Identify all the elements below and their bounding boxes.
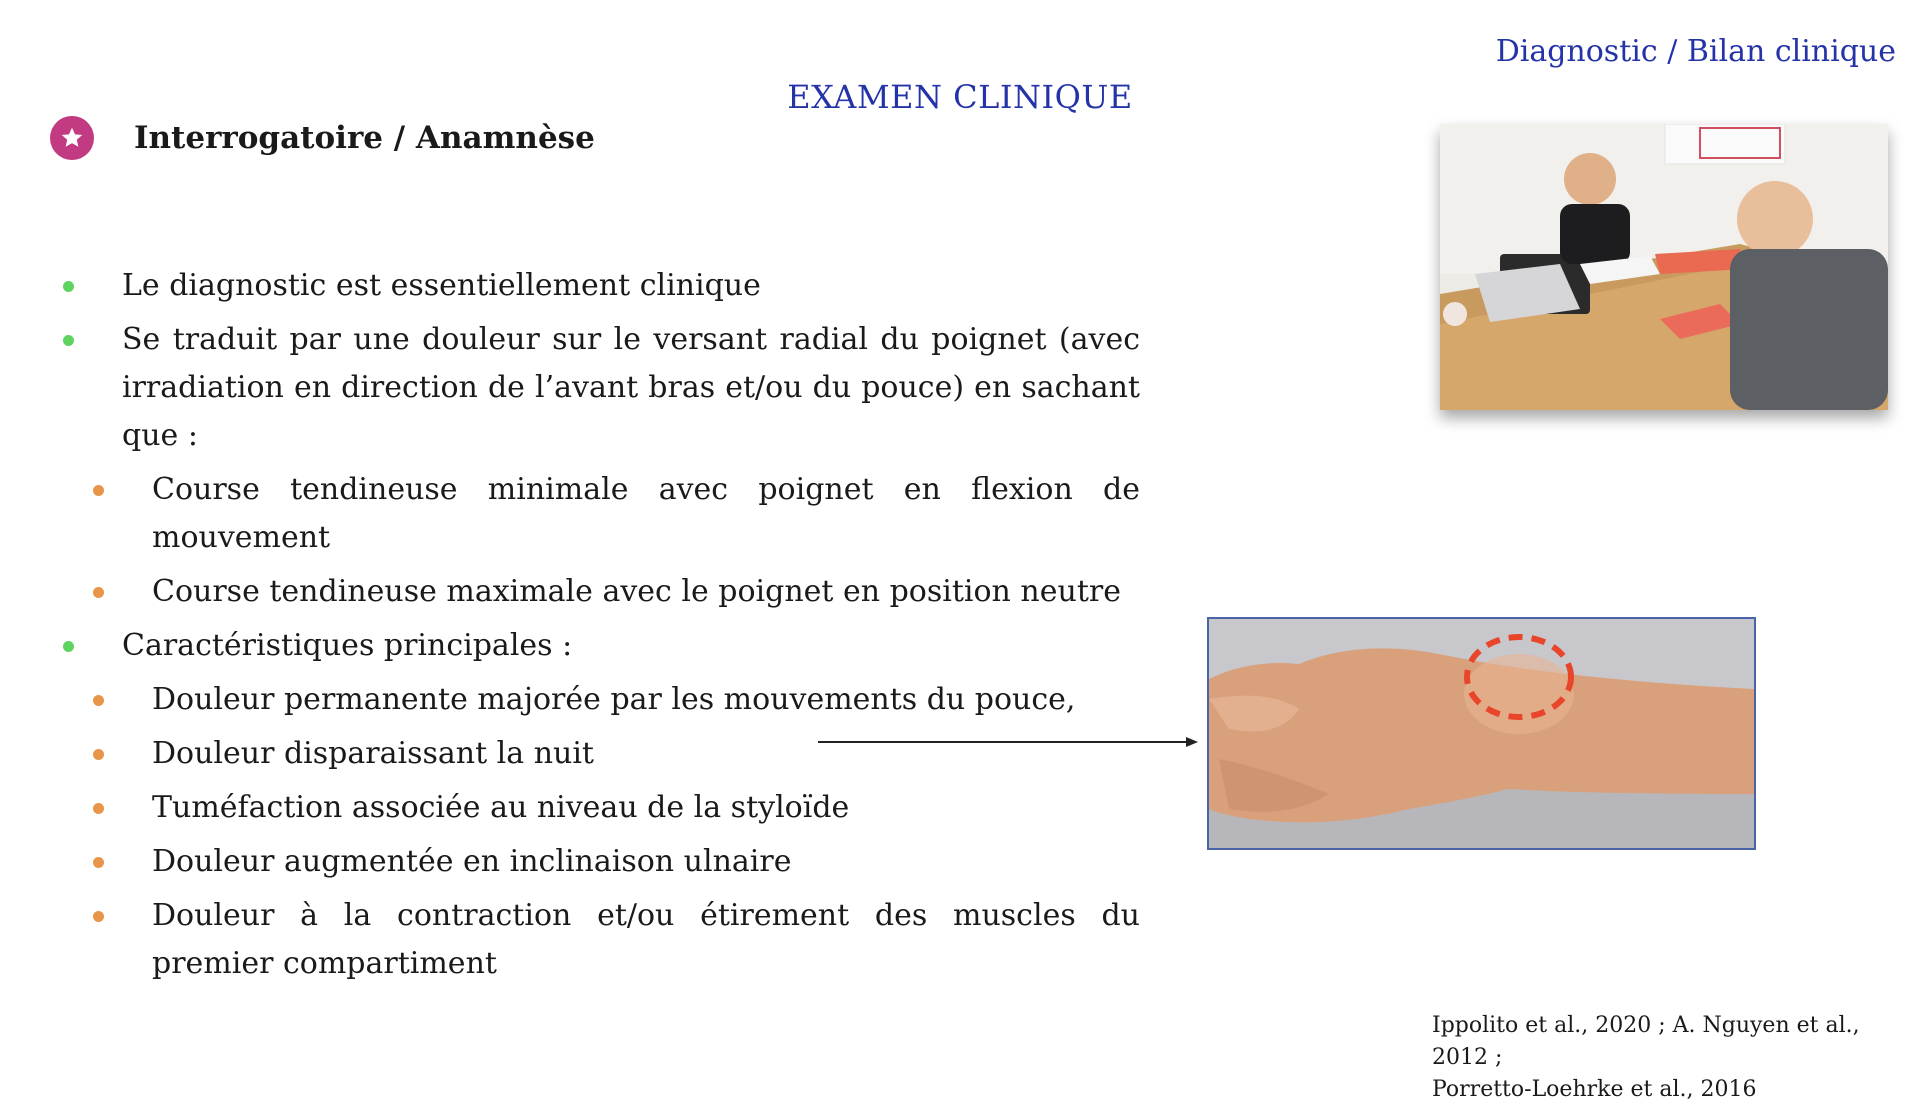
sub-bullet-item: Douleur permanente majorée par les mouvements du pouce, — [0, 676, 1140, 724]
section-heading — [50, 116, 595, 160]
bullet-dot — [93, 749, 104, 760]
sub-bullet-item: Course tendineuse minimale avec poignet en flexion de mouvement — [0, 466, 1140, 562]
bullet-item: Caractéristiques principales : — [0, 622, 1140, 670]
bullet-dot — [63, 335, 74, 346]
star-icon — [50, 116, 94, 160]
sub-bullet-item: Douleur augmentée en inclinaison ulnaire — [0, 838, 1140, 886]
consultation-photo — [1440, 124, 1888, 410]
bullet-item: Le diagnostic est essentiellement clinique — [0, 262, 1140, 310]
breadcrumb: Diagnostic / Bilan clinique — [1495, 34, 1896, 69]
bullet-dot — [93, 587, 104, 598]
bullet-list — [0, 262, 1140, 994]
bullet-dot — [63, 281, 74, 292]
reference-line: Porretto-Loehrke et al., 2016 — [1432, 1077, 1757, 1102]
sub-bullet-item: Course tendineuse maximale avec le poignet en position neutre — [0, 568, 1140, 616]
reference-line: Ippolito et al., 2020 ; A. Nguyen et al., 2012 ; — [1432, 1013, 1860, 1070]
wrist-photo — [1207, 617, 1756, 850]
bullet-dot — [93, 695, 104, 706]
bullet-dot — [93, 857, 104, 868]
references — [1432, 1010, 1920, 1106]
bullet-dot — [63, 641, 74, 652]
sub-bullet-item: Douleur à la contraction et/ou étirement des muscles du premier compartiment — [0, 892, 1140, 988]
bullet-item: Se traduit par une douleur sur le versant radial du poignet (avec irradiation en direction de l’avant bras et/ou du pouce) en sachant que : — [0, 316, 1140, 460]
bullet-dot — [93, 485, 104, 496]
sub-bullet-item: Tuméfaction associée au niveau de la styloïde — [0, 784, 1140, 832]
section-title: Interrogatoire / Anamnèse — [134, 120, 595, 156]
bullet-dot — [93, 803, 104, 814]
bullet-dot — [93, 911, 104, 922]
arrow-icon — [818, 732, 1198, 752]
sub-bullet-item: Douleur disparaissant la nuit — [0, 730, 1140, 778]
page-title: EXAMEN CLINIQUE — [787, 78, 1133, 116]
